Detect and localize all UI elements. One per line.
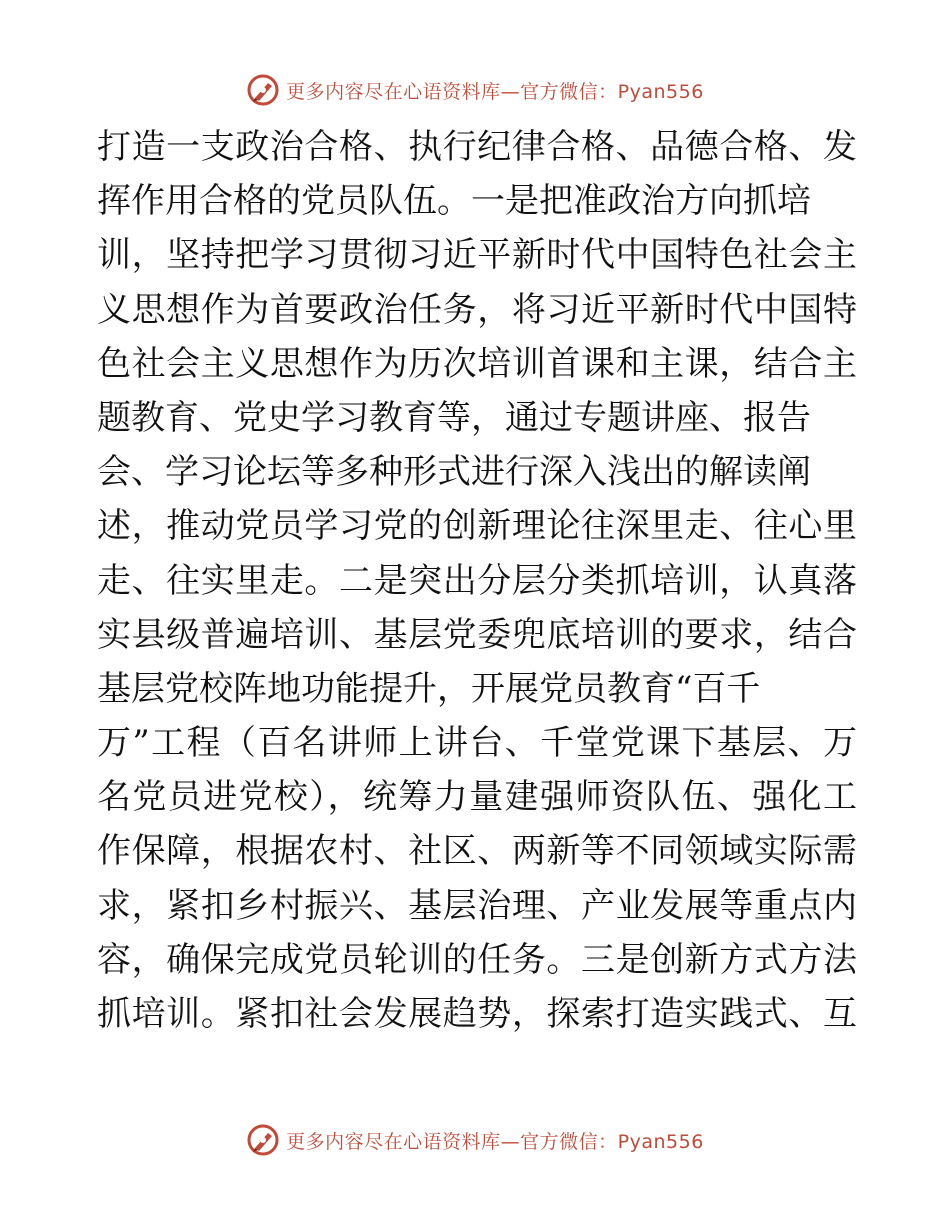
text-line: 述，推动党员学习党的创新理论往深里走、往心里: [97, 506, 857, 547]
text-line: 挥作用合格的党员队伍。一是把准政治方向抓培: [97, 181, 811, 222]
text-line: 色社会主义思想作为历次培训首课和主课，结合主: [97, 343, 857, 384]
text-line: 抓培训。紧扣社会发展趋势，探索打造实践式、互: [97, 994, 857, 1034]
text-line: 义思想作为首要政治任务，将习近平新时代中国特: [97, 289, 857, 330]
text-line: 训，坚持把学习贯彻习近平新时代中国特色社会主: [97, 235, 857, 276]
text-line: 基层党校阵地功能提升，开展党员教育“百千: [97, 668, 761, 709]
text-line: 实县级普遍培训、基层党委兜底培训的要求，结合: [97, 614, 857, 655]
text-line: 万”工程（百名讲师上讲台、千堂党课下基层、万: [97, 723, 857, 764]
footer-text: 更多内容尽在心语资料库—官方微信：Pyan556: [286, 1130, 704, 1153]
text-line: 打造一支政治合格、执行纪律合格、品德合格、发: [97, 127, 857, 167]
text-line: 题教育、党史学习教育等，通过专题讲座、报告: [97, 397, 811, 438]
document-body: [97, 120, 857, 1041]
footer-banner: [0, 1120, 950, 1160]
pen-seal-icon: [246, 1123, 280, 1157]
text-line: 会、学习论坛等多种形式进行深入浅出的解读阐: [97, 452, 811, 493]
text-line: 求，紧扣乡村振兴、基层治理、产业发展等重点内: [97, 885, 857, 926]
text-line: 容，确保完成党员轮训的任务。三是创新方式方法: [97, 939, 857, 980]
text-line: 作保障，根据农村、社区、两新等不同领域实际需: [97, 831, 857, 872]
header-banner: [0, 70, 950, 110]
pen-seal-icon: [246, 73, 280, 107]
text-line: 名党员进党校），统筹力量建强师资队伍、强化工: [97, 777, 857, 818]
text-line: 走、往实里走。二是突出分层分类抓培训，认真落: [97, 560, 857, 601]
header-text: 更多内容尽在心语资料库—官方微信：Pyan556: [286, 80, 704, 103]
